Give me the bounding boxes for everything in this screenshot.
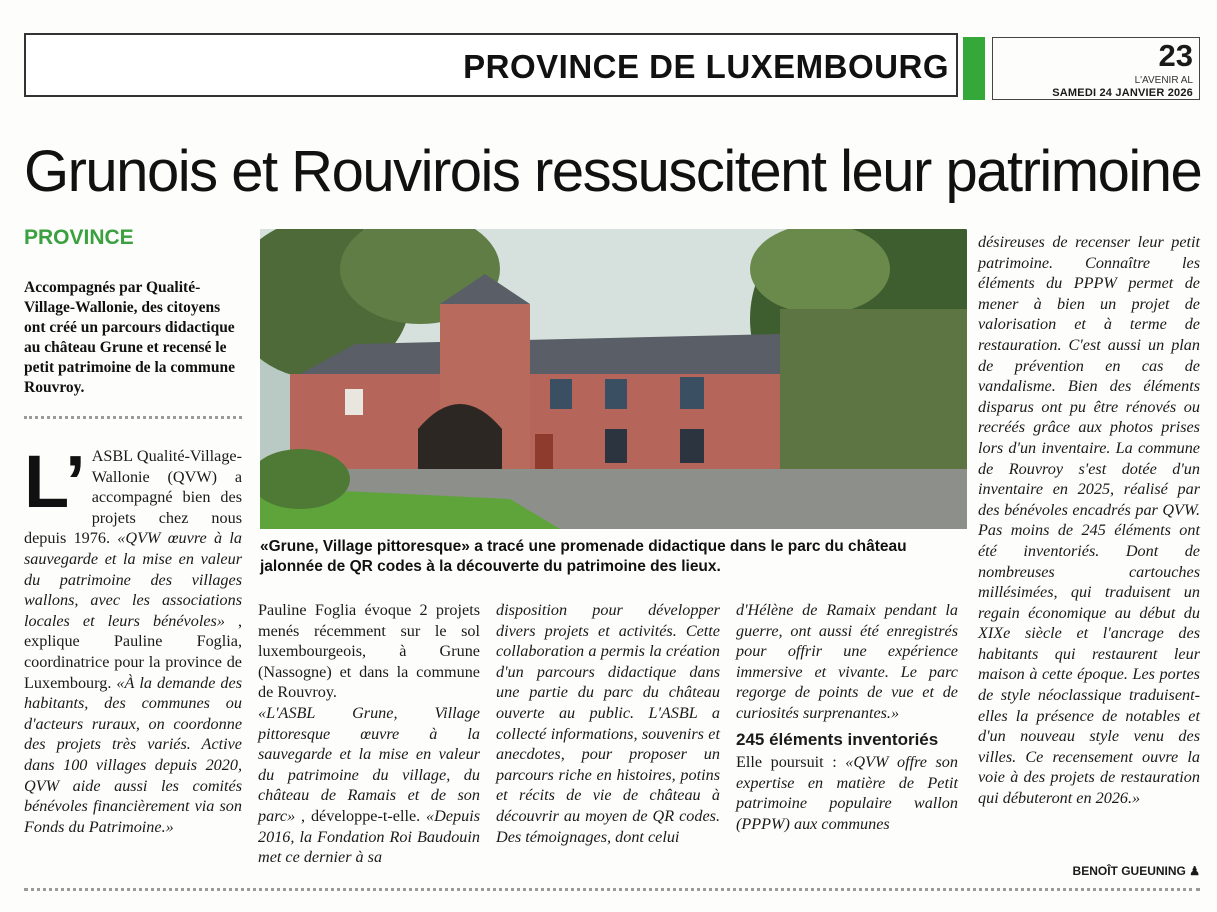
article-author [1030, 864, 1200, 878]
paragraph: Pauline Foglia évoque 2 projets menés récemment sur le sol luxembourgeois, à Grune (Nassogne) et dans la commune de Rouvroy. [258, 601, 480, 702]
article-column-3 [496, 600, 720, 847]
paragraph [736, 600, 958, 724]
drop-cap: L’ [24, 440, 86, 523]
quote-run: «L'ASBL Grune, Village pittoresque œuvre à la sauvegarde et la mise en valeur du patrimoine du village, du château de Ramais et de son parc» [258, 703, 480, 825]
article-chapo: Accompagnés par Qualité-Village-Wallonie, des citoyens ont créé un parcours didactique au château Grune et recensé le petit patrimoine de la commune Rouvroy. [24, 279, 235, 396]
article-subhead: 245 éléments inventoriés [736, 729, 939, 749]
person-icon: ♟ [1189, 864, 1200, 878]
article-headline: Grunois et Rouvirois ressuscitent leur patrimoine [24, 139, 1202, 204]
quote-run: d'Hélène de Ramaix pendant la guerre, ont aussi été enregistrés pour offrir une expérience immersive et vivante. Le parc regorge de points de vue et de curiosités surprenantes.» [736, 601, 958, 722]
quote-run: «Depuis 2016, la Fondation Roi Baudouin met ce dernier à sa [258, 806, 480, 867]
chateau-photo [260, 229, 967, 529]
quote-run: «QVW œuvre à la sauvegarde et la mise en valeur du patrimoine des villages wallons, avec les associations locales et leurs bénévoles» [24, 529, 242, 630]
page-number: 23 [1158, 38, 1193, 73]
photo-caption: «Grune, Village pittoresque» a tracé une promenade didactique dans le parc du château jalonnée de QR codes à la découverte du patrimoine des lieux. [260, 538, 907, 575]
quote-run: disposition pour développer divers projets et activités. Cette collaboration a permis la création d'un parcours didactique dans une partie du parc du château ouverte au public. L'ASBL a collecté informations, souvenirs et anecdotes, pour proposer un parcours riche en histoires, potins et récits de vie de château à découvrir au moyen de QR codes. Des témoignages, dont celui [496, 601, 720, 846]
paragraph [496, 600, 720, 847]
page-bottom-divider [24, 888, 1200, 891]
paragraph [24, 440, 242, 837]
issue-date: SAMEDI 24 JANVIER 2026 [1052, 87, 1193, 99]
section-title: PROVINCE DE LUXEMBOURG [463, 48, 949, 85]
paragraph [258, 703, 480, 868]
article-column-2 [258, 600, 480, 868]
article-column-5 [978, 232, 1200, 809]
author-name: BENOÎT GUEUNING [1072, 864, 1186, 878]
article-column-4 [736, 600, 958, 835]
text-run: Elle poursuit : [736, 753, 846, 772]
section-color-mark [963, 37, 985, 100]
text-run: , explique Pauline Foglia, coordinatrice pour la province de Luxembourg. [24, 611, 242, 692]
article-kicker: PROVINCE [24, 226, 134, 249]
text-run: ASBL Qualité-Village-Wallonie (QVW) a accompagné bien des projets chez nous depuis 1976. [24, 447, 242, 548]
paragraph [736, 752, 958, 834]
chapo-divider [24, 416, 242, 419]
quote-run: désireuses de recenser leur petit patrimoine. Connaître les éléments du PPPW permet de mener à bien un projet de valorisation et à terme de restauration. C'est aussi un plan de prévention en cas de vandalisme. Bien des éléments disparus ont pu être rénovés ou recréés grâce aux photos prises lors d'un inventaire. La commune de Rouvroy s'est dotée d'un inventaire en 2025, réalisé par des bénévoles encadrés par QVW. Pas moins de 245 éléments ont été inventoriés. Dont de nombreuses cartouches millésimées, qui traduisent un regain économique au début du XIXe siècle et l'ancrage des habitants qui restaurent leur maison à cette époque. Les portes de style néoclassique traduisent-elles la présence de notables et d'un nouveau style venu des villes. Ce recensement ouvre la voie à des projets de restauration qui débuteront en 2026.» [978, 233, 1200, 808]
article-column-1 [24, 440, 242, 837]
newspaper-name: L'AVENIR AL [1134, 75, 1193, 86]
paragraph [978, 232, 1200, 809]
quote-run: «À la demande des habitants, des communes ou d'acteurs ruraux, on coordonne des projets très variés. Active dans 100 villages depuis 2020, QVW aide aussi les comités bénévoles financièrement via son Fonds du Patrimoine.» [24, 673, 242, 836]
page-info-box [992, 37, 1200, 100]
text-run: , développe-t-elle. [301, 806, 427, 825]
quote-run: «QVW offre son expertise en matière de Petit patrimoine populaire wallon (PPPW) aux communes [736, 753, 958, 833]
